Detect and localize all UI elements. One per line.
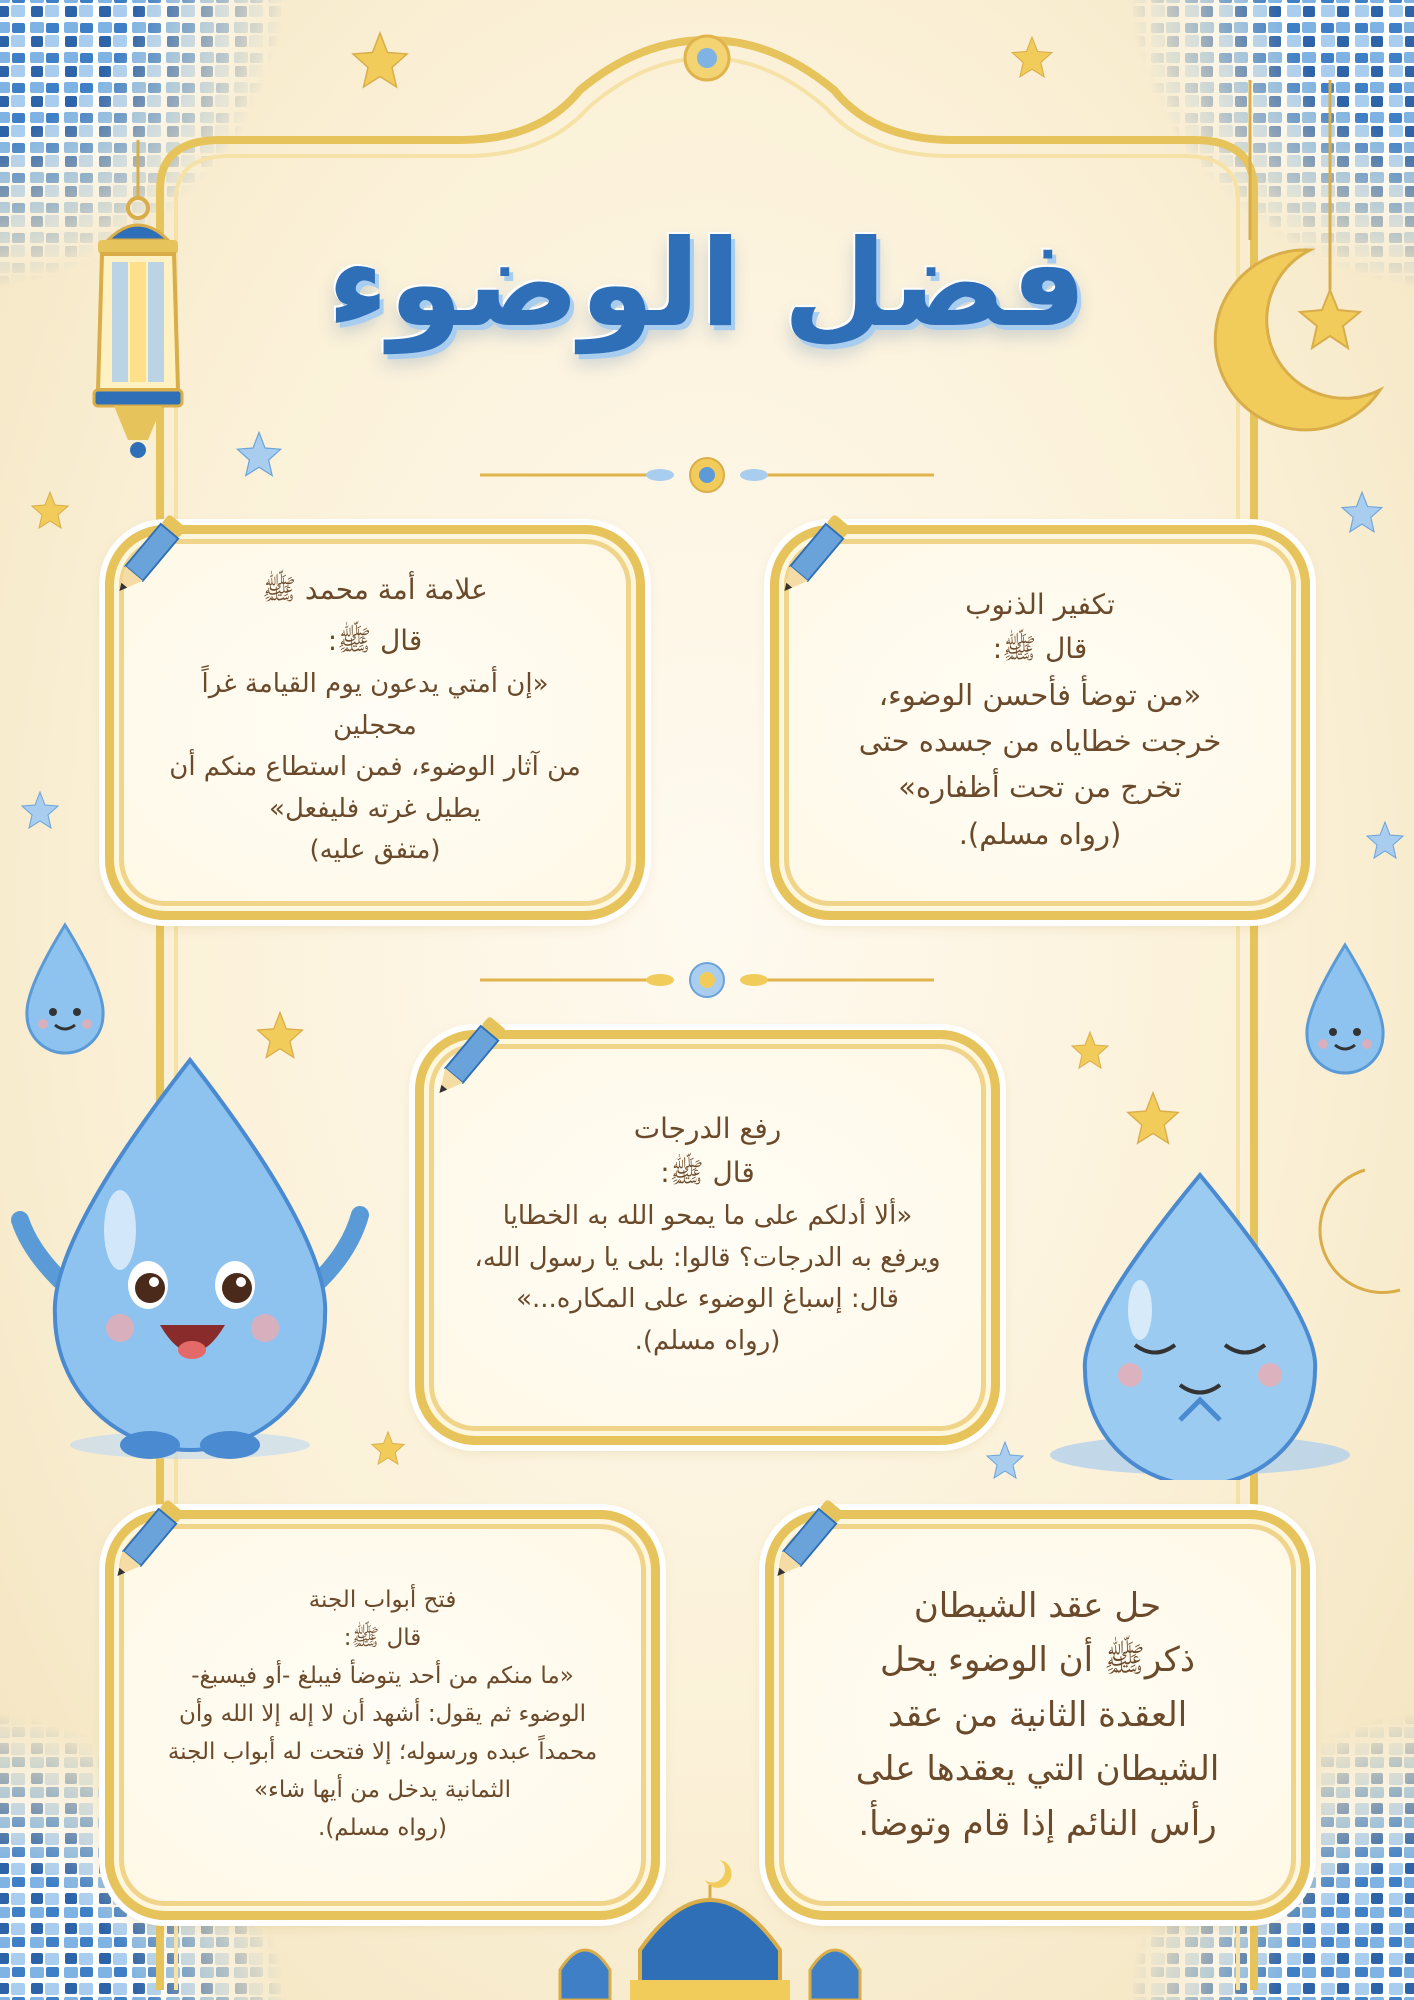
card-heading: حل عقد الشيطان	[913, 1586, 1162, 1627]
card-text-line: العقدة الثانية من عقد	[887, 1694, 1188, 1735]
star-icon	[30, 490, 70, 530]
hadith-source: (متفق عليه)	[309, 835, 441, 866]
card-text-line: ذكرﷺ أن الوضوء يحل	[880, 1640, 1195, 1681]
card-said-label: قال ﷺ:	[343, 1625, 422, 1652]
star-icon	[20, 790, 60, 830]
hadith-line: قال: إسباغ الوضوء على المكاره...»	[516, 1284, 899, 1315]
star-icon	[1070, 1030, 1110, 1070]
hadith-source: (رواه مسلم).	[634, 1325, 781, 1356]
card-said-label: قال ﷺ:	[327, 624, 423, 658]
hadith-line: الثمانية يدخل من أيها شاء»	[253, 1776, 512, 1803]
card-heading: رفع الدرجات	[633, 1112, 782, 1146]
hadith-line: الوضوء ثم يقول: أشهد أن لا إله إلا الله وأن	[178, 1701, 587, 1728]
crescent-moon-icon	[1285, 1165, 1405, 1305]
flower-ornament-divider	[470, 455, 944, 495]
hadith-line: تخرج من تحت أظفاره»	[898, 770, 1182, 805]
star-icon	[235, 430, 283, 478]
card-heading: فتح أبواب الجنة	[308, 1587, 457, 1614]
star-icon	[985, 1440, 1025, 1480]
hadith-line: ويرفع به الدرجات؟ قالوا: بلى يا رسول الله،	[474, 1242, 941, 1273]
flower-ornament-divider	[470, 960, 944, 1000]
hadith-line: «ألا أدلكم على ما يمحو الله به الخطايا	[502, 1201, 913, 1232]
hadith-line: من آثار الوضوء، فمن استطاع منكم أن	[169, 752, 581, 783]
pencil-icon	[758, 1495, 853, 1590]
mosque-dome-icon	[520, 1830, 900, 2000]
water-drop-character	[15, 920, 115, 1060]
card-said-label: قال ﷺ:	[660, 1156, 755, 1190]
crescent-moon-icon	[1190, 80, 1390, 440]
card-heading: تكفير الذنوب	[965, 587, 1115, 621]
card-text-line: رأس النائم إذا قام وتوضأ.	[858, 1803, 1217, 1844]
pencil-icon	[420, 1012, 515, 1107]
pencil-icon	[765, 510, 860, 605]
lantern-icon	[78, 140, 198, 470]
star-icon	[1010, 35, 1054, 79]
hadith-line: يطيل غرته فليفعل»	[269, 793, 481, 824]
star-icon	[1365, 820, 1405, 860]
hadith-line: خرجت خطاياه من جسده حتى	[858, 724, 1222, 758]
hadith-line: محمداً عبده ورسوله؛ إلا فتحت له أبواب الجنة	[167, 1738, 598, 1765]
card-said-label: قال ﷺ:	[992, 631, 1088, 665]
water-drop-character	[0, 1050, 400, 1470]
hadith-source: (رواه مسلم).	[318, 1814, 447, 1841]
star-icon	[1340, 490, 1384, 534]
hadith-source: (رواه مسلم).	[958, 816, 1122, 851]
page-title: فضل الوضوء	[327, 215, 1087, 354]
pencil-icon	[98, 1495, 193, 1590]
card-text-line: الشيطان التي يعقدها على	[855, 1749, 1220, 1790]
water-drop-character	[1295, 940, 1395, 1080]
hadith-line: «من توضأ فأحسن الوضوء،	[878, 677, 1202, 712]
star-icon	[350, 30, 410, 90]
hadith-line: «ما منكم من أحد يتوضأ فيبلغ -أو فيسبغ-	[191, 1663, 574, 1690]
star-icon	[1125, 1090, 1181, 1146]
pencil-icon	[100, 510, 195, 605]
hadith-line: «إن أمتي يدعون يوم القيامة غراً محجلين	[201, 668, 549, 741]
card-heading: علامة أمة محمد ﷺ	[262, 573, 488, 607]
